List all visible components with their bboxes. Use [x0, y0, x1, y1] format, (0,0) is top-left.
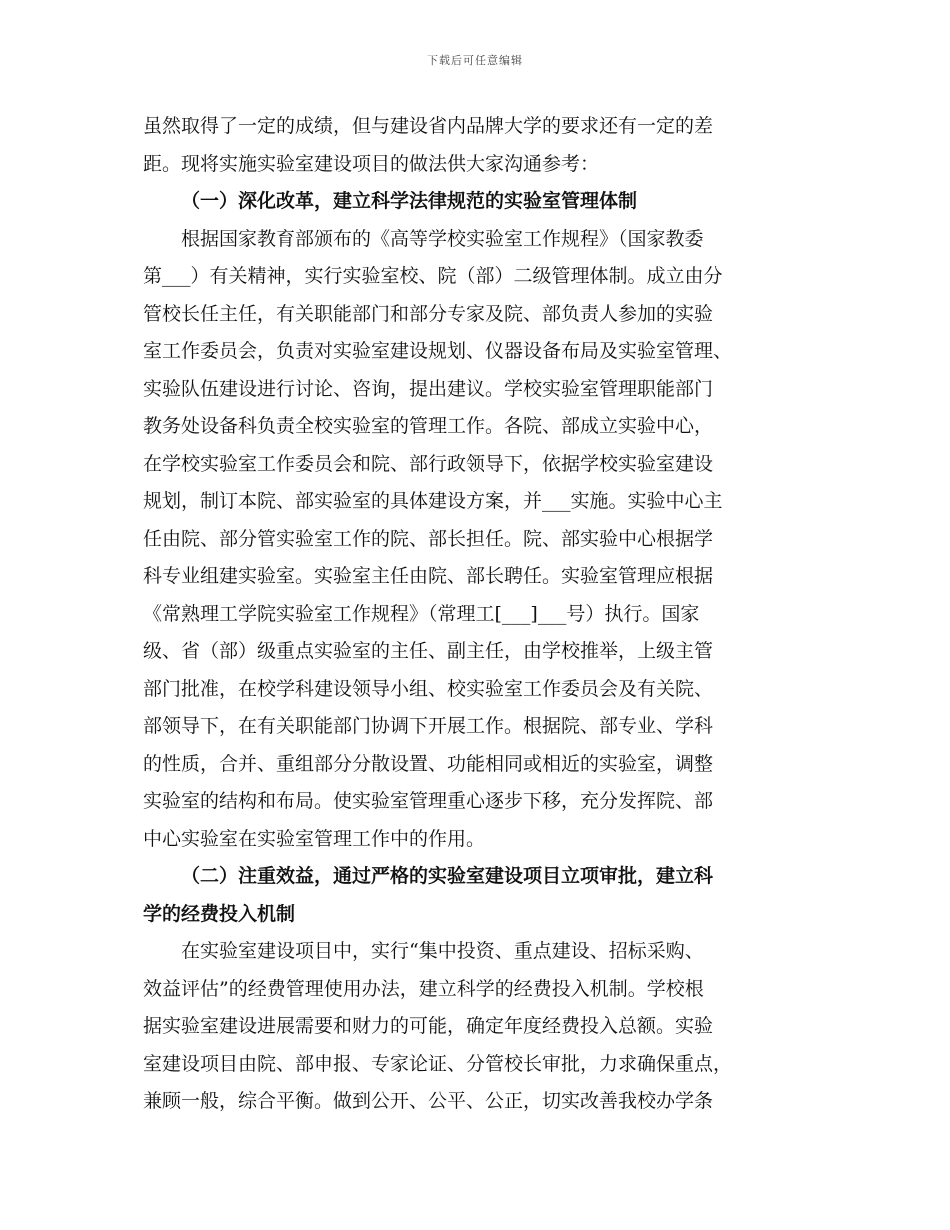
- paragraph-line: 在学校实验室工作委员会和院、部行政领导下，依据学校实验室建设: [143, 452, 714, 475]
- paragraph-line: 任由院、部分管实验室工作的院、部长担任。院、部实验中心根据学: [143, 527, 714, 550]
- paragraph-line: 科专业组建实验室。实验室主任由院、部长聘任。实验室管理应根据: [143, 565, 714, 587]
- document-body: [143, 108, 811, 1121]
- paragraph-line: 教务处设备科负责全校实验室的管理工作。各院、部成立实验中心，: [143, 415, 714, 437]
- paragraph-line: 实验队伍建设进行讨论、咨询，提出建议。学校实验室管理职能部门: [143, 377, 714, 400]
- section-heading-1: （一）深化改革，建立科学法律规范的实验室管理体制: [181, 190, 638, 212]
- section-heading-2: （二）注重效益，通过严格的实验室建设项目立项审批，建立科: [181, 865, 714, 887]
- paragraph-line: 效益评估”的经费管理使用办法，建立科学的经费投入机制。学校根: [143, 977, 704, 1000]
- paragraph-line: 的性质，合并、重组部分分散设置、功能相同或相近的实验室，调整: [143, 752, 714, 775]
- paragraph-line: 《常熟理工学院实验室工作规程》（常理工[___]___号）执行。国家: [143, 602, 700, 625]
- paragraph-line: 在实验室建设项目中，实行“集中投资、重点建设、招标采购、: [181, 940, 704, 962]
- paragraph-line: 规划，制订本院、部实验室的具体建设方案，并___实施。实验中心主: [143, 490, 723, 512]
- paragraph-line: 部门批准，在校学科建设领导小组、校实验室工作委员会及有关院、: [143, 677, 714, 700]
- page-header: 下载后可任意编辑: [427, 54, 523, 67]
- paragraph-line: 兼顾一般，综合平衡。做到公开、公平、公正，切实改善我校办学条: [143, 1090, 714, 1112]
- paragraph-line: 管校长任主任，有关职能部门和部分专家及院、部负责人参加的实验: [143, 302, 714, 325]
- paragraph-line: 虽然取得了一定的成绩，但与建设省内品牌大学的要求还有一定的差: [143, 115, 714, 137]
- paragraph-line: 根据国家教育部颁布的《高等学校实验室工作规程》（国家教委: [181, 227, 704, 250]
- paragraph-line: 距。现将实施实验室建设项目的做法供大家沟通参考：: [143, 152, 600, 175]
- section-heading-2-continued: 学的经费投入机制: [143, 902, 296, 925]
- paragraph-line: 室建设项目由院、部申报、专家论证、分管校长审批，力求确保重点，: [143, 1052, 733, 1075]
- paragraph-line: 部领导下，在有关职能部门协调下开展工作。根据院、部专业、学科: [143, 715, 714, 737]
- paragraph-line: 中心实验室在实验室管理工作中的作用。: [143, 827, 486, 850]
- paragraph-line: 室工作委员会，负责对实验室建设规划、仪器设备布局及实验室管理、: [143, 340, 733, 362]
- paragraph-line: 级、省（部）级重点实验室的主任、副主任，由学校推举，上级主管: [143, 640, 714, 662]
- paragraph-line: 实验室的结构和布局。使实验室管理重心逐步下移，充分发挥院、部: [143, 790, 714, 812]
- paragraph-line: 据实验室建设进展需要和财力的可能，确定年度经费投入总额。实验: [143, 1015, 714, 1037]
- paragraph-line: 第___）有关精神，实行实验室校、院（部）二级管理体制。成立由分: [143, 265, 723, 287]
